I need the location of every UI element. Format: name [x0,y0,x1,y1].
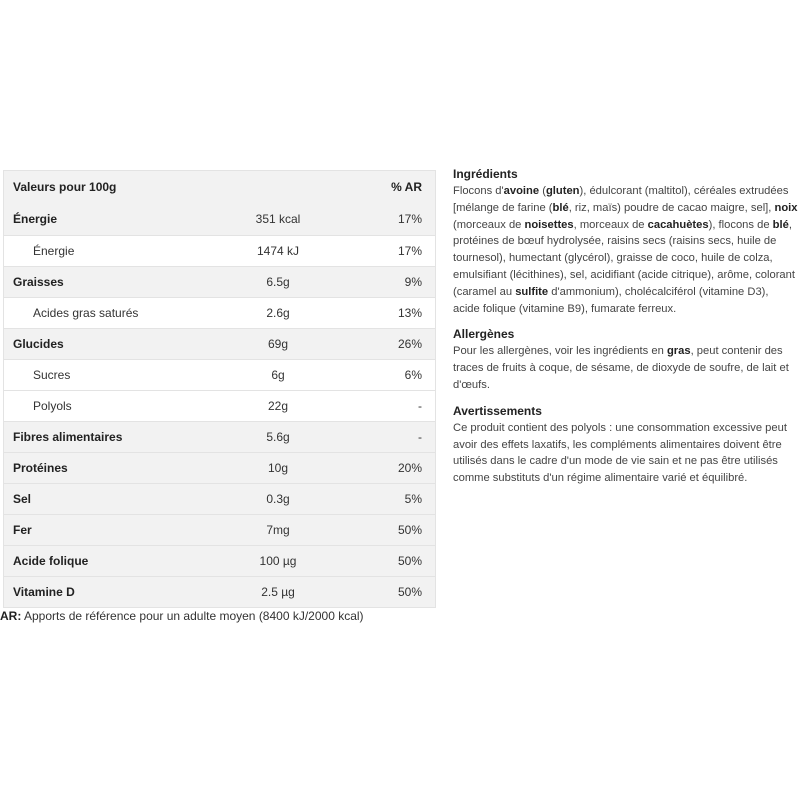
nutrition-row [4,297,435,328]
nutrient-name: Acide folique [13,554,89,568]
nutrient-name: Vitamine D [13,585,75,599]
bold-allergen: gras [666,345,691,358]
nutrient-value: 10g [267,461,289,475]
allergens-title: Allergènes [453,327,515,342]
nutrient-name: Polyols [33,399,72,413]
nutrition-row [4,203,435,235]
text-segment: ), flocons de [708,218,773,231]
nutrient-name: Glucides [13,337,64,351]
bold-allergen: avoine [503,185,540,197]
footnote-text: Apports de référence pour un adulte moyen (8400 kJ/2000 kcal) [21,609,364,623]
nutrition-rows [4,203,435,607]
warnings-title: Avertissements [453,403,542,418]
nutrient-name: Énergie [33,244,75,258]
nutrient-name: Protéines [13,461,68,475]
nutrient-ar: 6% [404,368,422,382]
allergens-text [453,343,798,393]
bold-allergen: blé [772,218,789,231]
bold-allergen: cacahuètes [647,218,709,231]
text-segment: , peut contenir des traces de fruits à coque, de sésame, de dioxyde de soufre, de lait et d'œufs. [453,345,789,391]
nutrition-row [4,576,435,607]
bold-allergen: sulfite [515,285,549,298]
nutrient-value: 100 µg [259,554,297,568]
bold-allergen: gluten [545,185,580,197]
nutrient-value: 69g [267,337,289,351]
bold-allergen: noisettes [524,218,574,231]
nutrition-row [4,266,435,297]
ar-footnote [0,609,364,623]
nutrient-value: 5.6g [266,430,290,444]
nutrition-table [3,170,436,608]
text-segment: , protéines de bœuf hydrolysée, raisins secs (raisins secs, huile de tournesol), humectant (glycérol), graisse de coco, huile de colza, emulsifiant (lécithines), sel, acidifiant (acide citrique), arôme, colorant (caramel au [453,218,795,298]
nutrient-ar: 50% [397,585,422,599]
product-info [453,166,798,496]
nutrient-value: 2.6g [266,306,290,320]
text-segment: , riz, maïs) poudre de cacao maigre, sel], [568,201,775,214]
nutrient-value: 1474 kJ [256,244,300,258]
nutrient-ar: 17% [397,244,422,258]
nutrient-ar: - [418,399,422,413]
nutrient-name: Acides gras saturés [33,306,139,320]
nutrition-table-header [4,171,435,203]
ingredients-text [453,183,798,317]
nutrient-name: Fer [13,523,32,537]
nutrient-name: Sel [13,492,32,506]
ingredients-title: Ingrédients [453,167,518,181]
nutrient-ar: 17% [397,212,422,226]
nutrient-value: 22g [267,399,289,413]
nutrient-ar: 9% [404,275,422,289]
nutrition-row [4,235,435,266]
nutrient-name: Énergie [13,212,58,226]
nutrient-value: 6.5g [266,275,290,289]
nutrition-row [4,359,435,390]
nutrition-row [4,390,435,421]
warnings-text: Ce produit contient des polyols : une consommation excessive peut avoir des effets laxatifs, les compléments alimentaires doivent être utilisés dans le cadre d'un mode de vie sain et ne pas être utilisés comme substituts d'un régime alimentaire varié et équilibré. [453,421,787,485]
nutrient-ar: 20% [397,461,422,475]
text-segment: (morceaux de [453,218,525,231]
text-segment: Pour les allergènes, voir les ingrédients en [453,345,667,358]
nutrient-value: 2.5 µg [261,585,295,599]
bold-allergen: noix [774,201,798,214]
nutrient-ar: 50% [397,554,422,568]
text-segment: d'ammonium), cholécalciférol (vitamine D3), acide folique (vitamine B9), fumarate ferreux. [453,285,769,315]
nutrient-name: Fibres alimentaires [13,430,123,444]
bold-allergen: blé [552,201,569,214]
nutrition-row [4,545,435,576]
text-segment: ), édulcorant (maltitol), céréales extrudées [mélange de farine ( [453,185,789,214]
nutrition-row [4,483,435,514]
nutrient-ar: - [418,430,422,444]
text-segment: ( [539,185,546,197]
nutrition-row [4,452,435,483]
nutrient-ar: 50% [397,523,422,537]
header-name: Valeurs pour 100g [13,180,117,194]
nutrient-ar: 13% [397,306,422,320]
nutrition-row [4,328,435,359]
nutrient-value: 6g [271,368,285,382]
nutrient-ar: 26% [397,337,422,351]
header-ar: % AR [391,180,422,194]
nutrient-value: 7mg [266,523,290,537]
nutrient-name: Sucres [33,368,71,382]
footnote-label: AR: [0,609,22,623]
nutrient-value: 0.3g [266,492,290,506]
text-segment: , morceaux de [573,218,648,231]
text-segment: Flocons d' [453,185,504,197]
nutrient-name: Graisses [13,275,64,289]
nutrition-row [4,514,435,545]
nutrition-row [4,421,435,452]
nutrient-value: 351 kcal [255,212,301,226]
nutrient-ar: 5% [404,492,422,506]
